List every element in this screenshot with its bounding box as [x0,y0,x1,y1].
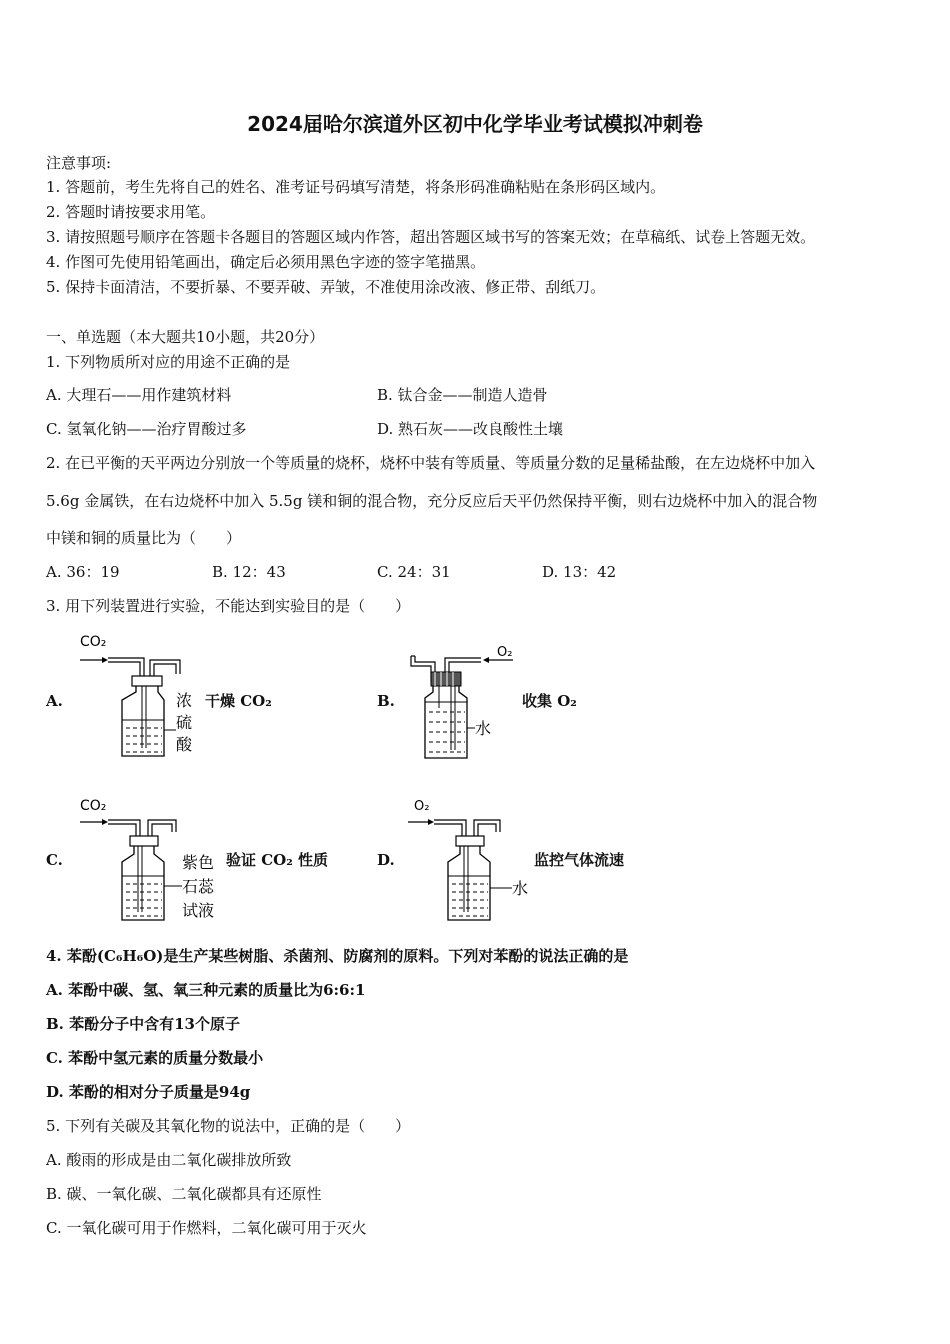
q4-option-c: C. 苯酚中氢元素的质量分数最小 [46,1049,264,1067]
liquid-label: 硫 [176,713,193,732]
q3-option-a-caption: 干燥 CO₂ [205,692,272,710]
page-title: 2024届哈尔滨道外区初中化学毕业考试模拟冲刺卷 [247,112,703,136]
notes-heading: 注意事项: [46,154,112,172]
section-heading: 一、单选题（本大题共10小题，共20分） [46,328,325,346]
liquid-label: 紫色 [182,853,215,872]
q1-option-a: A. 大理石——用作建筑材料 [46,386,232,404]
liquid-label: 水 [512,879,529,898]
q3-option-c-label: C. [46,851,63,869]
q4-option-b: B. 苯酚分子中含有13个原子 [46,1015,240,1033]
note-item: 1. 答题前，考生先将自己的姓名、准考证号码填写清楚，将条形码准确粘贴在条形码区域内。 [46,178,666,196]
apparatus-a-diagram [76,630,206,760]
q2-option-d: D. 13：42 [542,563,617,581]
q3-option-b-caption: 收集 O₂ [522,692,577,710]
q1-option-c: C. 氢氧化钠——治疗胃酸过多 [46,420,247,438]
q3-option-d-caption: 监控气体流速 [534,851,625,869]
q5-option-b: B. 碳、一氧化碳、二氧化碳都具有还原性 [46,1185,322,1203]
q5-option-a: A. 酸雨的形成是由二氧化碳排放所致 [46,1151,292,1169]
note-item: 4. 作图可先使用铅笔画出，确定后必须用黑色字迹的签字笔描黑。 [46,253,486,271]
gas-label: O₂ [414,799,430,814]
gas-label: O₂ [497,645,513,660]
q5-option-c: C. 一氧化碳可用于作燃料，二氧化碳可用于灭火 [46,1219,367,1237]
gas-label: CO₂ [80,634,107,650]
liquid-label: 酸 [176,735,193,754]
liquid-label: 浓 [176,691,193,710]
note-item: 2. 答题时请按要求用笔。 [46,203,216,221]
q3-option-c-caption: 验证 CO₂ 性质 [226,851,329,869]
q2-option-b: B. 12：43 [212,563,286,581]
q3-option-a-label: A. [46,692,63,710]
q3-option-b-label: B. [377,692,395,710]
apparatus-b-diagram [405,638,525,762]
q2-stem-line1: 2. 在已平衡的天平两边分别放一个等质量的烧杯，烧杯中装有等质量、等质量分数的足量稀盐酸，在左边烧杯中加入 [46,454,816,472]
q5-stem: 5. 下列有关碳及其氧化物的说法中，正确的是（ ） [46,1117,411,1135]
liquid-label: 石蕊 [182,877,215,896]
q2-option-a: A. 36：19 [46,563,120,581]
note-item: 5. 保持卡面清洁，不要折暴、不要弄破、弄皱，不准使用涂改液、修正带、刮纸刀。 [46,278,606,296]
q1-option-d: D. 熟石灰——改良酸性土壤 [377,420,564,438]
q3-option-d-label: D. [377,851,395,869]
q2-stem-line3: 中镁和铜的质量比为（ ） [46,529,242,547]
gas-label: CO₂ [80,798,107,814]
q4-option-d: D. 苯酚的相对分子质量是94g [46,1083,251,1101]
q2-stem-line2: 5.6g 金属铁，在右边烧杯中加入 5.5g 镁和铜的混合物，充分反应后天平仍然保持平衡，则右边烧杯中加入的混合物 [46,492,818,510]
liquid-label: 水 [475,719,492,738]
q4-option-a: A. 苯酚中碳、氢、氧三种元素的质量比为6:6:1 [46,981,366,999]
q2-option-c: C. 24：31 [377,563,451,581]
apparatus-d-diagram [404,792,544,924]
q4-stem: 4. 苯酚(C₆H₆O)是生产某些树脂、杀菌剂、防腐剂的原料。下列对苯酚的说法正确的是 [46,947,629,965]
apparatus-c-diagram [78,792,228,924]
liquid-label: 试液 [182,901,215,920]
q1-stem: 1. 下列物质所对应的用途不正确的是 [46,353,291,371]
note-item: 3. 请按照题号顺序在答题卡各题目的答题区域内作答，超出答题区域书写的答案无效；在草稿纸、试卷上答题无效。 [46,228,816,246]
q1-option-b: B. 钛合金——制造人造骨 [377,386,548,404]
q3-stem: 3. 用下列装置进行实验，不能达到实验目的是（ ） [46,597,411,615]
